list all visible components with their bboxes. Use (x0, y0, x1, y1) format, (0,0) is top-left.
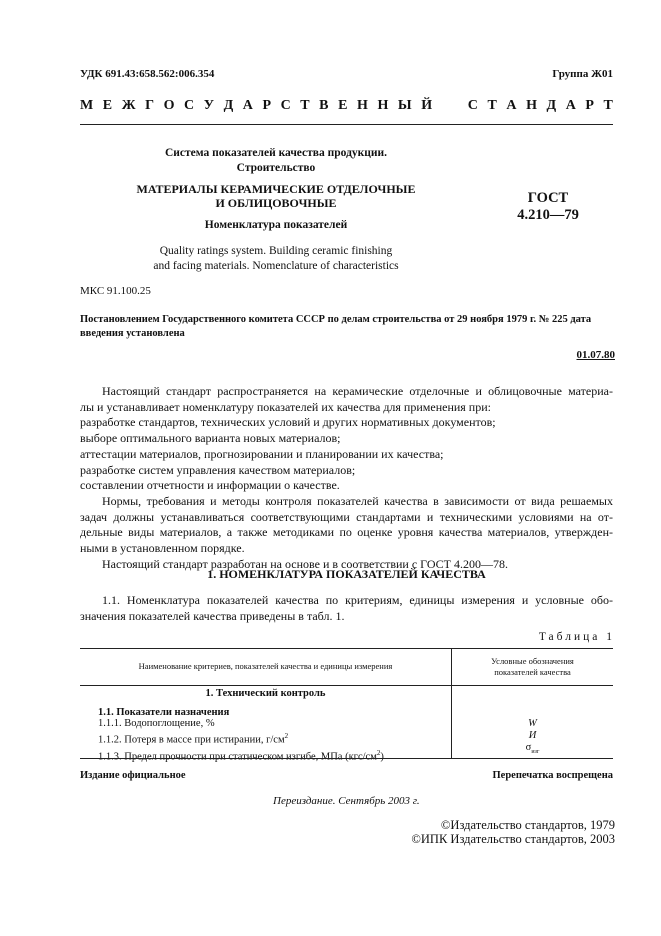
norms-line-3: дельные виды материалов, а также методиками по оценке уровня качества материалов, утвержден- (80, 525, 613, 540)
table-caption: Таблица 1 (538, 631, 615, 643)
row-name-sup: 2 (376, 748, 381, 757)
decree-line-2: введения установлена (80, 328, 185, 339)
banner-letter: О (163, 98, 175, 113)
table-row-name (98, 730, 384, 747)
banner-letter: М (80, 98, 94, 113)
table-subgroup: 1.1. Показатели назначения (98, 707, 230, 718)
system-title (110, 146, 442, 176)
system-line-1: Система показателей качества продукции. (164, 147, 388, 159)
banner-letter: Д (223, 98, 234, 113)
table-rows-symbols (452, 718, 613, 758)
banner-letter: С (280, 98, 291, 113)
intro-line-1: Настоящий стандарт распространяется на керамические отделочные и облицовочные материа- (102, 384, 613, 398)
decree-line-1: Постановлением Государственного комитета СССР по делам строительства от 29 ноября 1979 г. № 225 дата (80, 314, 592, 325)
basis-paragraph: Настоящий стандарт разработан на основе и в соответствии с ГОСТ 4.200—78. (102, 556, 508, 571)
decree (80, 313, 613, 341)
title-line-2: И ОБЛИЦОВОЧНЫЕ (215, 196, 337, 210)
reprint-prohibited: Перепечатка воспрещена (492, 770, 613, 781)
section-1-text (80, 593, 613, 624)
interstate-standard-banner (80, 98, 613, 114)
section-1-line-1: 1.1. Номенклатура показателей качества по критериям, единицы измерения и условные обо- (102, 593, 613, 607)
banner-letter: А (506, 98, 517, 113)
list-item: разработке стандартов, технических условий и других нормативных документов; (80, 415, 496, 430)
banner-letter: Е (338, 98, 348, 113)
title-line-1: МАТЕРИАЛЫ КЕРАМИЧЕСКИЕ ОТДЕЛОЧНЫЕ (136, 182, 416, 196)
banner-letter: Р (262, 98, 272, 113)
reissue-note: Переиздание. Сентябрь 2003 г. (273, 795, 420, 807)
list-item: составлении отчетности и информации о качестве. (80, 478, 340, 493)
banner-letter: Д (546, 98, 557, 113)
gost-designation (488, 190, 608, 224)
norms-line-4: ными в установленном порядке. (80, 541, 245, 556)
copyright-2003: ©ИПК Издательство стандартов, 2003 (411, 832, 615, 846)
row-name-text: 1.1.3. Предел прочности при статическом изгибе, МПа (кгс/см (98, 751, 377, 762)
banner-letter: Ы (397, 98, 412, 113)
body-text (80, 384, 613, 572)
system-line-2: Строительство (236, 162, 316, 174)
table-header-rule (80, 685, 613, 686)
symbols-header-line-2: показателей качества (494, 667, 571, 677)
banner-letter: Н (526, 98, 537, 113)
symbol-sigma: σ (525, 742, 532, 753)
banner-letter: Т (603, 98, 613, 113)
banner-letter: Г (145, 98, 155, 113)
table-rows-names (98, 718, 384, 763)
banner-letter: Й (421, 98, 433, 113)
list-item: разработке систем управления качеством материалов; (80, 462, 356, 477)
english-line-1: Quality ratings system. Building ceramic finishing (159, 245, 393, 257)
list-item: аттестации материалов, прогнозировании и планировании их качества; (80, 446, 444, 461)
effective-date: 01.07.80 (576, 349, 615, 361)
table-group-heading: 1. Технический контроль (205, 688, 326, 699)
group-code: Группа Ж01 (552, 68, 613, 80)
banner-letter: У (203, 98, 214, 113)
table-bottom-rule (80, 758, 613, 759)
section-1-heading: 1. НОМЕНКЛАТУРА ПОКАЗАТЕЛЕЙ КАЧЕСТВА (207, 567, 486, 581)
english-line-2: and facing materials. Nomenclature of characteristics (153, 260, 399, 272)
table-top-rule (80, 648, 613, 649)
row-name-text: 1.1.2. Потеря в массе при истирании, г/см (98, 734, 285, 746)
banner-letter: С (467, 98, 478, 113)
official-edition: Издание официальное (80, 770, 186, 781)
banner-letter: А (242, 98, 253, 113)
table-header-symbols (452, 656, 613, 678)
section-1-line-2: значения показателей качества приведены в табл. 1. (80, 608, 345, 623)
table-row-name (98, 747, 384, 764)
banner-letter: Т (300, 98, 310, 113)
table-row-symbol: И (528, 730, 537, 741)
document-subtitle: Номенклатура показателей (204, 219, 348, 231)
table-row-symbol (452, 742, 613, 758)
intro-line-2: лы и устанавливает номенклатуру показателей их качества для применения при: (80, 399, 491, 414)
banner-gap (455, 98, 459, 114)
english-title (110, 244, 442, 274)
banner-letter: Н (377, 98, 389, 113)
banner-letter: Р (585, 98, 594, 113)
banner-rule (80, 124, 613, 125)
copyright-1979: ©Издательство стандартов, 1979 (440, 818, 615, 832)
copyright-block (411, 818, 615, 846)
list-item: выборе оптимального варианта новых материалов; (80, 431, 341, 446)
table-row-symbol: W (528, 718, 537, 729)
norms-line-1: Нормы, требования и методы контроля показателей качества в зависимости от вида решаемых (102, 493, 613, 508)
banner-letter: В (319, 98, 329, 113)
symbol-sub: изг (531, 749, 540, 756)
row-name-sup: 2 (284, 732, 289, 740)
document-title (110, 182, 442, 210)
banner-letter: С (184, 98, 195, 113)
mks-code: МКС 91.100.25 (80, 285, 151, 297)
gost-label: ГОСТ (527, 190, 569, 206)
table-header-criteria: Наименование критериев, показателей качества и единицы измерения (138, 661, 393, 671)
banner-letter: А (565, 98, 576, 113)
banner-gap (442, 98, 446, 114)
norms-line-2: задач должны устанавливаться соответствующими стандартами и техническими условиями на от- (80, 509, 613, 524)
symbols-header-line-1: Условные обозначения (491, 656, 574, 666)
row-name-tail: ) (380, 751, 384, 762)
banner-letter: Т (487, 98, 497, 113)
gost-number: 4.210—79 (517, 207, 579, 223)
table-row-name: 1.1.1. Водопоглощение, % (98, 718, 215, 729)
banner-letter: Н (356, 98, 368, 113)
banner-letter: Е (102, 98, 113, 113)
udk-code: УДК 691.43:658.562:006.354 (80, 68, 215, 80)
banner-letter: Ж (121, 98, 136, 113)
